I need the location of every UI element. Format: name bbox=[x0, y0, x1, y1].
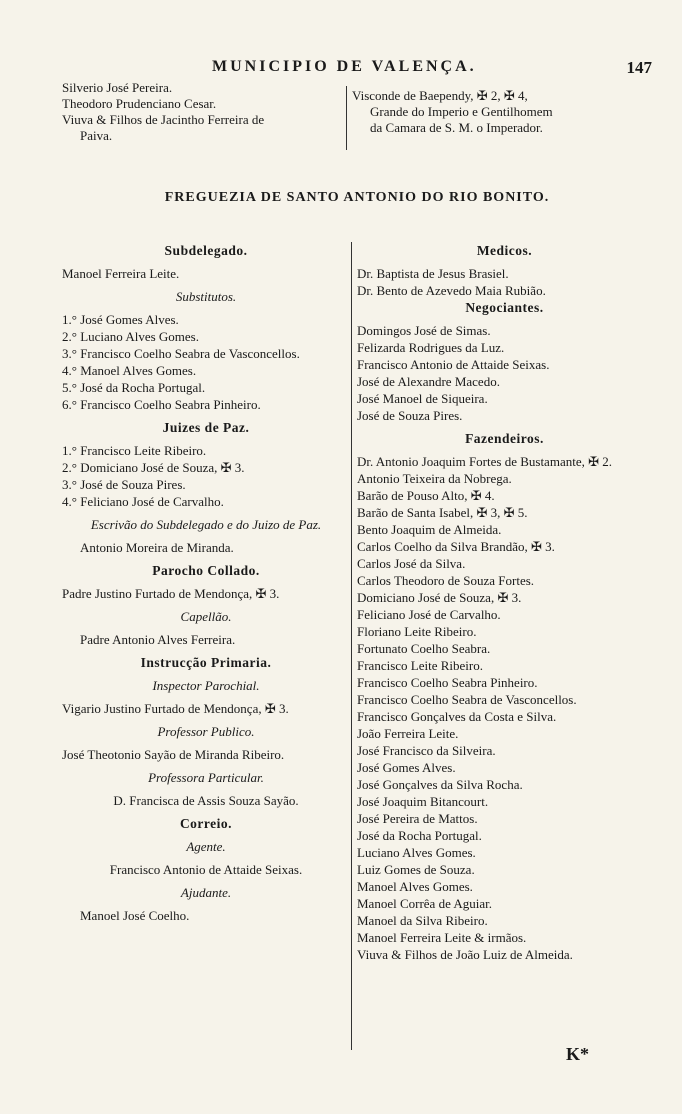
left-column bbox=[62, 242, 350, 924]
list-item: Dr. Bento de Azevedo Maia Rubião. bbox=[357, 283, 546, 298]
list-item: José Joaquim Bitancourt. bbox=[357, 794, 489, 809]
list-item: Theodoro Prudenciano Cesar. bbox=[62, 96, 217, 111]
list-item: Francisco Antonio de Attaide Seixas. bbox=[109, 862, 303, 877]
section-subheading: Capellão. bbox=[180, 609, 232, 624]
section-heading: Fazendeiros. bbox=[465, 431, 544, 446]
section-subheading: Escrivão do Subdelegado e do Juizo de Paz. bbox=[90, 517, 322, 532]
list-item: 2.° Domiciano José de Souza, ✠ 3. bbox=[62, 460, 245, 475]
parish-title: FREGUEZIA DE SANTO ANTONIO DO RIO BONITO. bbox=[164, 190, 550, 205]
section-heading: Instrucção Primaria. bbox=[140, 655, 272, 670]
section-heading: Parocho Collado. bbox=[152, 563, 260, 578]
section-subheading: Professora Particular. bbox=[148, 770, 264, 785]
continued-list-right bbox=[352, 88, 652, 136]
section-heading: Subdelegado. bbox=[164, 243, 248, 258]
section-heading: Juizes de Paz. bbox=[162, 420, 250, 435]
list-item: 1.° Francisco Leite Ribeiro. bbox=[62, 443, 207, 458]
list-item: Antonio Moreira de Miranda. bbox=[80, 540, 234, 555]
list-item: Barão de Santa Isabel, ✠ 3, ✠ 5. bbox=[357, 505, 528, 520]
list-item: Silverio José Pereira. bbox=[62, 80, 173, 95]
list-item: Viuva & Filhos de João Luiz de Almeida. bbox=[357, 947, 573, 962]
list-item: 2.° Luciano Alves Gomes. bbox=[62, 329, 199, 344]
list-item: Francisco Coelho Seabra de Vasconcellos. bbox=[357, 692, 577, 707]
list-item: Fortunato Coelho Seabra. bbox=[357, 641, 491, 656]
list-item: Padre Justino Furtado de Mendonça, ✠ 3. bbox=[62, 586, 280, 601]
list-item: Francisco Antonio de Attaide Seixas. bbox=[357, 357, 550, 372]
list-item: Feliciano José de Carvalho. bbox=[357, 607, 501, 622]
list-item: Vigario Justino Furtado de Mendonça, ✠ 3. bbox=[62, 701, 289, 716]
list-item: Felizarda Rodrigues da Luz. bbox=[357, 340, 505, 355]
list-item: Grande do Imperio e Gentilhomem bbox=[370, 104, 553, 119]
list-item: Manoel Ferreira Leite. bbox=[62, 266, 180, 281]
right-column bbox=[357, 242, 652, 963]
section-subheading: Inspector Parochial. bbox=[152, 678, 260, 693]
list-item: Manoel Alves Gomes. bbox=[357, 879, 473, 894]
list-item: 4.° Manoel Alves Gomes. bbox=[62, 363, 197, 378]
list-item: 4.° Feliciano José de Carvalho. bbox=[62, 494, 224, 509]
list-item: Luiz Gomes de Souza. bbox=[357, 862, 475, 877]
list-item: Domingos José de Simas. bbox=[357, 323, 491, 338]
list-item: José de Souza Pires. bbox=[357, 408, 463, 423]
list-item: Carlos José da Silva. bbox=[357, 556, 466, 571]
signature-mark: K* bbox=[566, 1044, 590, 1064]
list-item: Dr. Baptista de Jesus Brasiel. bbox=[357, 266, 509, 281]
list-item: Domiciano José de Souza, ✠ 3. bbox=[357, 590, 522, 605]
column-divider bbox=[346, 86, 347, 150]
list-item: Luciano Alves Gomes. bbox=[357, 845, 476, 860]
list-item: Bento Joaquim de Almeida. bbox=[357, 522, 502, 537]
list-item: D. Francisca de Assis Souza Sayão. bbox=[113, 793, 299, 808]
list-item: José Theotonio Sayão de Miranda Ribeiro. bbox=[62, 747, 285, 762]
list-item: Francisco Leite Ribeiro. bbox=[357, 658, 483, 673]
list-item: José Gomes Alves. bbox=[357, 760, 456, 775]
list-item: Antonio Teixeira da Nobrega. bbox=[357, 471, 512, 486]
list-item: Manoel José Coelho. bbox=[80, 908, 190, 923]
list-item: 1.° José Gomes Alves. bbox=[62, 312, 179, 327]
list-item: Manoel da Silva Ribeiro. bbox=[357, 913, 488, 928]
section-heading: Medicos. bbox=[476, 243, 533, 258]
list-item: Francisco Coelho Seabra Pinheiro. bbox=[357, 675, 538, 690]
list-item: 5.° José da Rocha Portugal. bbox=[62, 380, 206, 395]
page-number: 147 bbox=[626, 58, 652, 77]
list-item: Floriano Leite Ribeiro. bbox=[357, 624, 477, 639]
section-subheading: Agente. bbox=[186, 839, 226, 854]
list-item: José de Alexandre Macedo. bbox=[357, 374, 500, 389]
list-item: José Francisco da Silveira. bbox=[357, 743, 496, 758]
list-item: 3.° José de Souza Pires. bbox=[62, 477, 186, 492]
list-item: 3.° Francisco Coelho Seabra de Vasconcellos. bbox=[62, 346, 300, 361]
list-item: Francisco Gonçalves da Costa e Silva. bbox=[357, 709, 557, 724]
list-item: Paiva. bbox=[80, 128, 113, 143]
list-item: João Ferreira Leite. bbox=[357, 726, 459, 741]
list-item: José da Rocha Portugal. bbox=[357, 828, 482, 843]
section-subheading: Professor Publico. bbox=[157, 724, 255, 739]
list-item: 6.° Francisco Coelho Seabra Pinheiro. bbox=[62, 397, 261, 412]
continued-list-left bbox=[62, 80, 347, 144]
list-item: José Pereira de Mattos. bbox=[357, 811, 478, 826]
list-item: José Gonçalves da Silva Rocha. bbox=[357, 777, 523, 792]
section-subheading: Ajudante. bbox=[180, 885, 232, 900]
running-title: MUNICIPIO DE VALENÇA. bbox=[212, 58, 477, 75]
list-item: Padre Antonio Alves Ferreira. bbox=[80, 632, 236, 647]
section-heading: Correio. bbox=[179, 816, 233, 831]
list-item: Carlos Coelho da Silva Brandão, ✠ 3. bbox=[357, 539, 555, 554]
list-item: Manoel Ferreira Leite & irmãos. bbox=[357, 930, 527, 945]
list-item: Viuva & Filhos de Jacintho Ferreira de bbox=[62, 112, 265, 127]
list-item: Manoel Corrêa de Aguiar. bbox=[357, 896, 493, 911]
page-header bbox=[62, 58, 652, 82]
list-item: Carlos Theodoro de Souza Fortes. bbox=[357, 573, 535, 588]
list-item: Visconde de Baependy, ✠ 2, ✠ 4, bbox=[352, 88, 528, 103]
section-subheading: Substitutos. bbox=[175, 289, 237, 304]
list-item: da Camara de S. M. o Imperador. bbox=[370, 120, 543, 135]
list-item: Barão de Pouso Alto, ✠ 4. bbox=[357, 488, 495, 503]
list-item: José Manoel de Siqueira. bbox=[357, 391, 488, 406]
section-heading: Negociantes. bbox=[465, 300, 544, 315]
list-item: Dr. Antonio Joaquim Fortes de Bustamante, ✠ 2. bbox=[357, 454, 612, 469]
column-divider bbox=[351, 242, 352, 1050]
